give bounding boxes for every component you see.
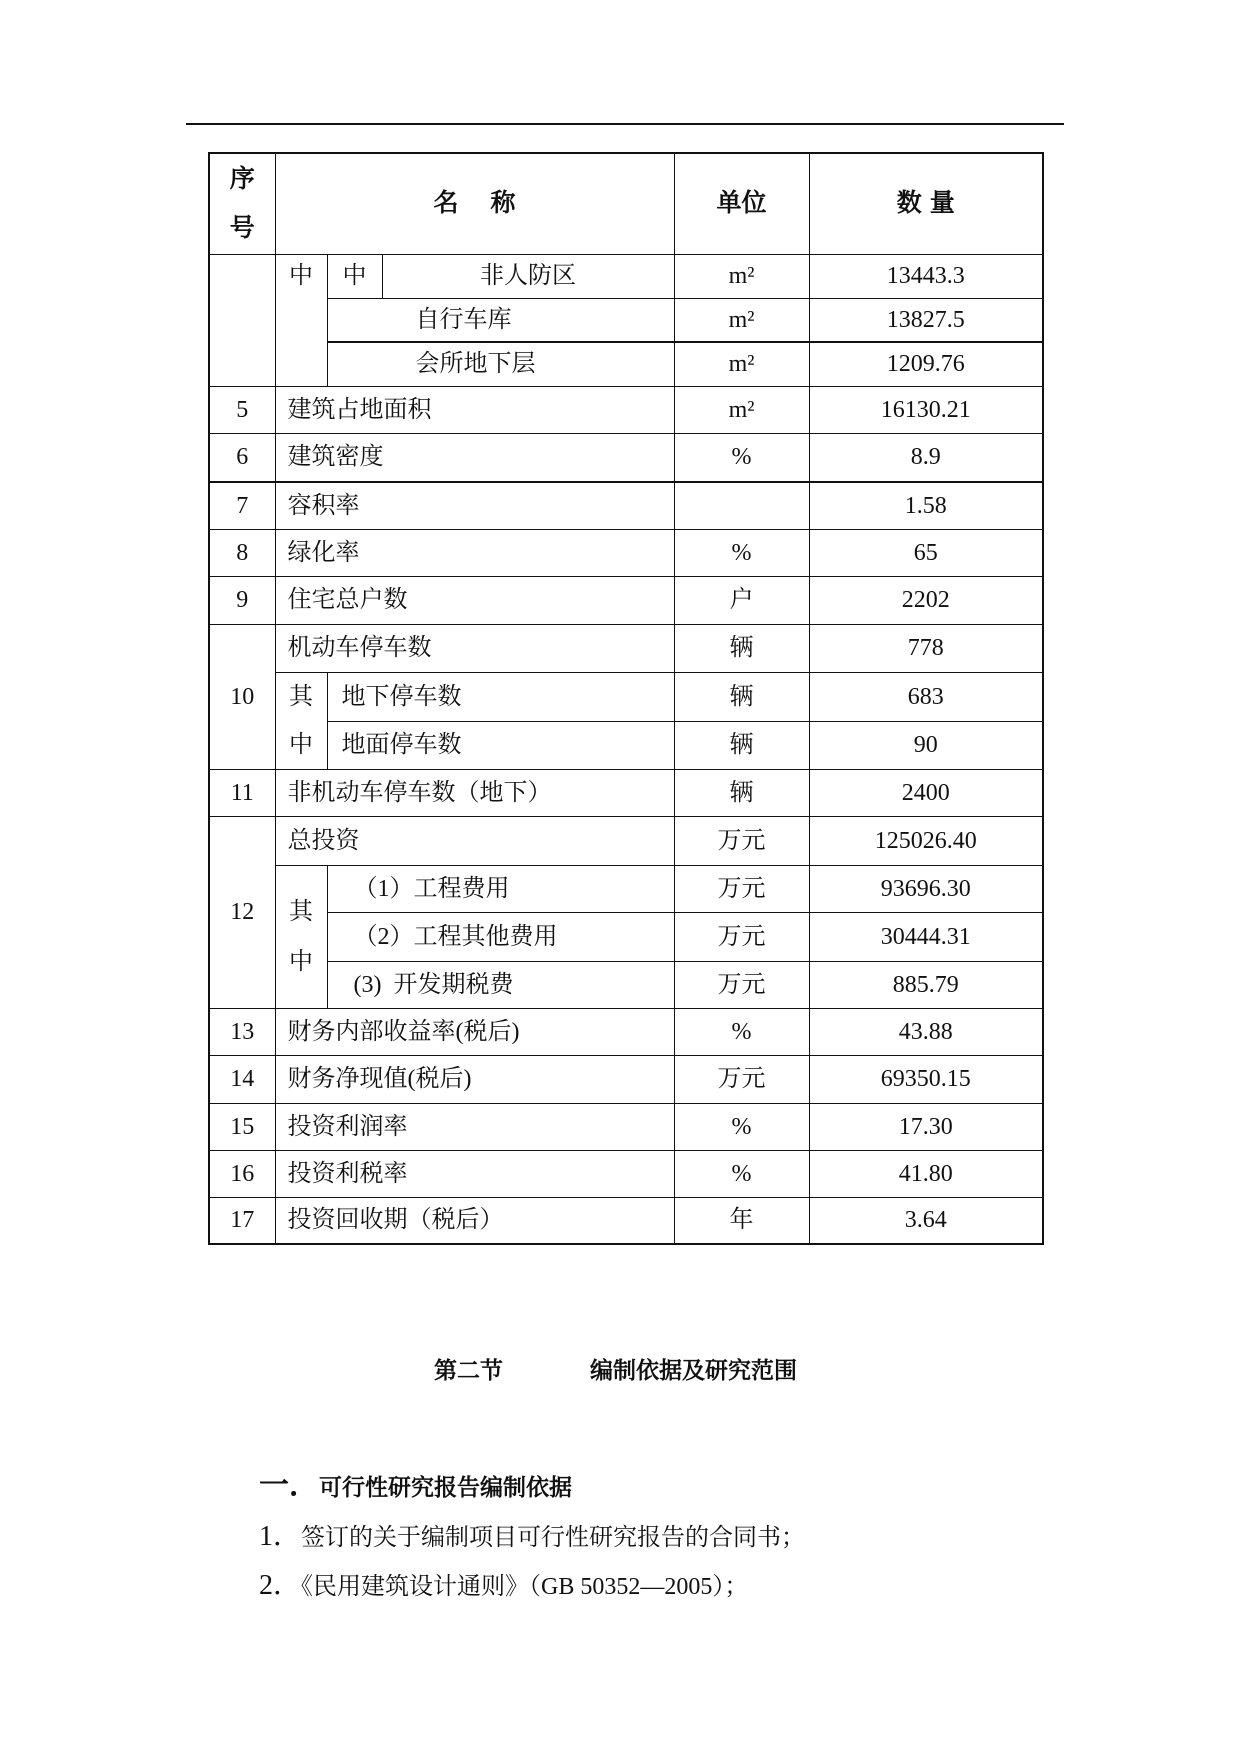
item-name: 总投资 (275, 816, 674, 865)
row-number: 12 (209, 816, 275, 1008)
item-unit: % (674, 529, 809, 576)
item-value: 683 (809, 672, 1043, 721)
item-unit: % (674, 1150, 809, 1197)
item-value: 3.64 (809, 1197, 1043, 1244)
row-number: 6 (209, 433, 275, 482)
item-unit: 年 (674, 1197, 809, 1244)
section-title: 编制依据及研究范围 (590, 1357, 797, 1383)
item-unit: m² (674, 298, 809, 342)
item-unit: 万元 (674, 912, 809, 961)
table-row (209, 342, 1043, 386)
header-name: 名称 (433, 190, 548, 218)
row-number: 5 (209, 386, 275, 433)
table-row (209, 624, 1043, 672)
sub-label: 其 (289, 898, 313, 925)
sub-label: 中 (289, 731, 313, 758)
row-number (209, 254, 275, 386)
header-seq-bottom: 号 (229, 214, 255, 242)
item-name: （2）工程其他费用 (327, 912, 674, 961)
table-row (209, 1197, 1043, 1244)
row-number: 13 (209, 1008, 275, 1055)
item-unit: m² (674, 386, 809, 433)
sub-label: 中 (327, 254, 382, 298)
item-value: 65 (809, 529, 1043, 576)
header-seq (209, 153, 275, 254)
item-name: 建筑密度 (275, 433, 674, 482)
row-number: 16 (209, 1150, 275, 1197)
item-name: 非机动车停车数（地下） (275, 769, 674, 816)
sub-label-group (275, 865, 327, 1008)
list-text: 《民用建筑设计通则》（GB 50352—2005）； (301, 1574, 749, 1600)
item-name: 绿化率 (275, 529, 674, 576)
item-value: 17.30 (809, 1103, 1043, 1150)
row-number: 17 (209, 1197, 275, 1244)
sub-label: 其 (289, 683, 313, 710)
item-value: 778 (809, 624, 1043, 672)
header-rule (186, 123, 1064, 125)
item-name: 自行车库 (327, 298, 674, 342)
subsection-title: 可行性研究报告编制依据 (319, 1474, 572, 1500)
table-row (209, 1008, 1043, 1055)
item-value: 41.80 (809, 1150, 1043, 1197)
item-unit: 万元 (674, 865, 809, 912)
item-name: (3) 开发期税费 (327, 961, 674, 1008)
item-name: 非人防区 (382, 254, 674, 298)
item-name: （1）工程费用 (327, 865, 674, 912)
item-unit: 万元 (674, 816, 809, 865)
item-name: 财务净现值(税后) (275, 1055, 674, 1103)
list-number: 1． (259, 1521, 302, 1552)
item-value: 69350.15 (809, 1055, 1043, 1103)
header-name-cell (275, 153, 674, 254)
row-number: 7 (209, 482, 275, 529)
subsection-marker: 一． (259, 1469, 319, 1502)
table-row (209, 721, 1043, 769)
header-quantity-cell (809, 153, 1043, 254)
item-name: 财务内部收益率(税后) (275, 1008, 674, 1055)
row-number: 15 (209, 1103, 275, 1150)
item-value: 8.9 (809, 433, 1043, 482)
table-row (209, 1055, 1043, 1103)
table-row (209, 912, 1043, 961)
indicator-table (208, 152, 1044, 1245)
item-unit: 辆 (674, 769, 809, 816)
item-name: 住宅总户数 (275, 576, 674, 624)
table-row (209, 1103, 1043, 1150)
sub-label: 中 (275, 254, 327, 386)
list-item (259, 1563, 748, 1603)
item-unit: 万元 (674, 1055, 809, 1103)
item-value: 93696.30 (809, 865, 1043, 912)
item-value: 2202 (809, 576, 1043, 624)
list-text: 签订的关于编制项目可行性研究报告的合同书； (301, 1525, 806, 1551)
item-value: 30444.31 (809, 912, 1043, 961)
item-unit: % (674, 433, 809, 482)
item-value: 16130.21 (809, 386, 1043, 433)
row-number: 11 (209, 769, 275, 816)
table-row (209, 529, 1043, 576)
table-row (209, 482, 1043, 529)
item-name: 地面停车数 (327, 721, 674, 769)
item-name: 容积率 (275, 482, 674, 529)
item-value: 13443.3 (809, 254, 1043, 298)
item-value: 1.58 (809, 482, 1043, 529)
item-name: 投资利润率 (275, 1103, 674, 1150)
table-row (209, 433, 1043, 482)
row-number: 8 (209, 529, 275, 576)
item-unit: m² (674, 254, 809, 298)
header-quantity: 数量 (896, 190, 963, 218)
item-value: 885.79 (809, 961, 1043, 1008)
item-value: 125026.40 (809, 816, 1043, 865)
table-row (209, 865, 1043, 912)
list-number: 2． (259, 1570, 302, 1601)
item-unit: 辆 (674, 721, 809, 769)
row-number: 9 (209, 576, 275, 624)
item-name: 地下停车数 (327, 672, 674, 721)
table-row (209, 769, 1043, 816)
table-row (209, 672, 1043, 721)
item-unit: % (674, 1008, 809, 1055)
table-header-row (209, 153, 1043, 254)
item-name: 投资利税率 (275, 1150, 674, 1197)
list-item (259, 1514, 805, 1554)
item-value: 2400 (809, 769, 1043, 816)
row-number: 14 (209, 1055, 275, 1103)
item-name: 投资回收期（税后） (275, 1197, 674, 1244)
item-unit: 户 (674, 576, 809, 624)
table-row (209, 576, 1043, 624)
sub-label-group (275, 672, 327, 769)
subsection-heading (259, 1460, 572, 1504)
item-name: 会所地下层 (327, 342, 674, 386)
section-number: 第二节 (434, 1357, 503, 1383)
table-row (209, 254, 1043, 298)
item-value: 13827.5 (809, 298, 1043, 342)
table-row (209, 386, 1043, 433)
table-row (209, 961, 1043, 1008)
sub-label: 中 (289, 948, 313, 975)
header-seq-top: 序 (229, 165, 255, 193)
item-unit: 辆 (674, 624, 809, 672)
item-unit (674, 482, 809, 529)
item-name: 机动车停车数 (275, 624, 674, 672)
table-row (209, 1150, 1043, 1197)
item-unit: % (674, 1103, 809, 1150)
item-unit: 万元 (674, 961, 809, 1008)
item-unit: 辆 (674, 672, 809, 721)
item-value: 90 (809, 721, 1043, 769)
table-row (209, 298, 1043, 342)
item-unit: m² (674, 342, 809, 386)
item-value: 43.88 (809, 1008, 1043, 1055)
item-name: 建筑占地面积 (275, 386, 674, 433)
item-value: 1209.76 (809, 342, 1043, 386)
header-unit: 单位 (674, 153, 809, 254)
row-number: 10 (209, 624, 275, 769)
table-row (209, 816, 1043, 865)
